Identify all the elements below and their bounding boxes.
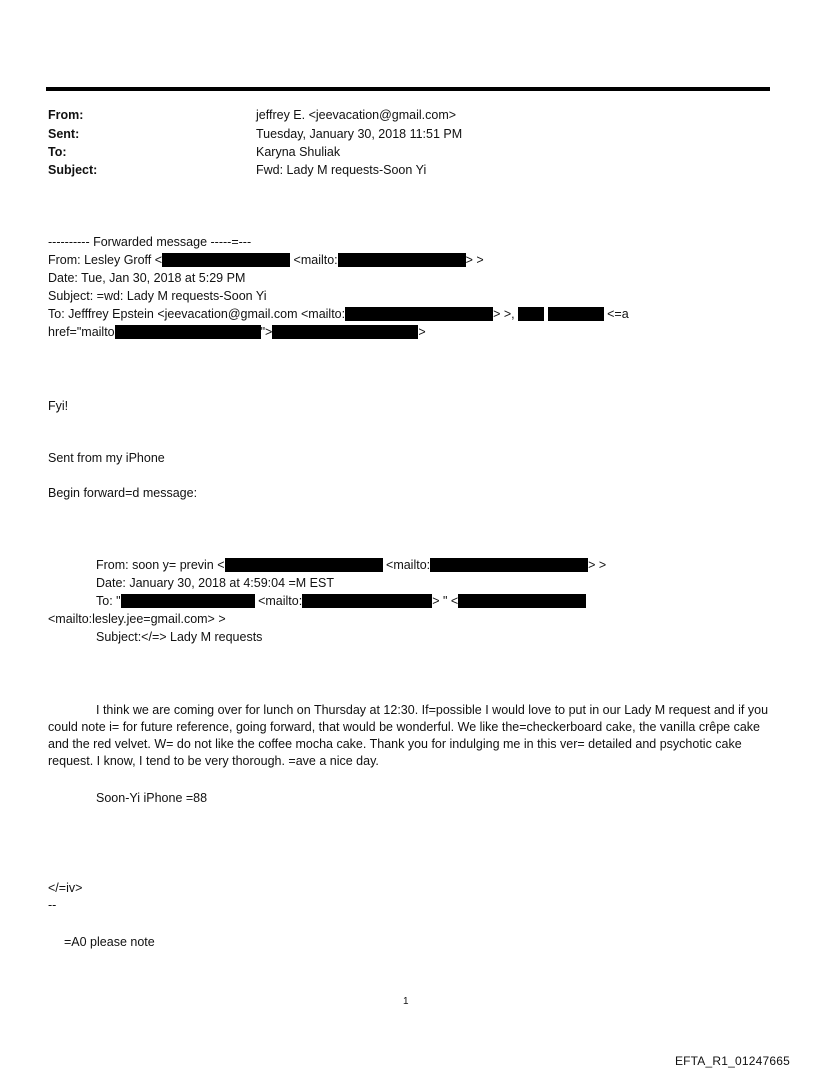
sent-label: Sent: — [48, 127, 80, 141]
forwarded-date: Date: Tue, Jan 30, 2018 at 5:29 PM — [48, 271, 246, 285]
header-rule — [46, 87, 770, 91]
redaction-box — [115, 325, 261, 339]
forwarded-from-text: From: Lesley Groff < — [48, 253, 163, 267]
forwarded-from-close: > > — [465, 253, 484, 267]
sent-from-text: Sent from my iPhone — [48, 451, 165, 465]
inner-subject: Subject:</=> Lady M requests — [96, 630, 263, 644]
from-label: From: — [48, 108, 84, 122]
redaction-box — [518, 307, 544, 321]
inner-from-close: > > — [588, 558, 607, 572]
forwarded-href-close: > — [418, 325, 426, 339]
redaction-box — [458, 594, 586, 608]
redaction-box — [338, 253, 466, 267]
fyi-text: Fyi! — [48, 399, 69, 413]
forwarded-subject: Subject: =wd: Lady M requests-Soon Yi — [48, 289, 267, 303]
forwarded-href-line — [48, 325, 426, 340]
redaction-box — [272, 325, 418, 339]
begin-forward-text: Begin forward=d message: — [48, 486, 198, 500]
redaction-box — [345, 307, 493, 321]
inner-to-line — [96, 594, 586, 609]
forwarded-divider: ---------- Forwarded message -----=--- — [48, 235, 252, 249]
inner-from-line — [96, 558, 606, 573]
inner-date: Date: January 30, 2018 at 4:59:04 =M EST — [96, 576, 334, 590]
signature-text: Soon-Yi iPhone =88 — [96, 791, 208, 805]
subject-label: Subject: — [48, 163, 98, 177]
redaction-box — [121, 594, 255, 608]
inner-to-close: > " < — [432, 594, 459, 608]
forwarded-from-line — [48, 253, 484, 268]
signature-dashes: -- — [48, 898, 57, 912]
please-note-text: =A0 please note — [64, 935, 155, 949]
to-label: To: — [48, 145, 67, 159]
inner-to-text: To: " — [96, 594, 121, 608]
redaction-box — [302, 594, 432, 608]
forwarded-href-mid: "> — [260, 325, 273, 339]
forwarded-href-text: href="mailto — [48, 325, 115, 339]
forwarded-to-text: To: Jefffrey Epstein <jeevacation@gmail.com <mailto: — [48, 307, 346, 321]
forwarded-to-href-open: <=a — [607, 307, 629, 321]
subject-value: Fwd: Lady M requests-Soon Yi — [256, 163, 427, 177]
div-close-tag: </=iv> — [48, 881, 83, 895]
inner-mailto-lesley: <mailto:lesley.jee=gmail.com> > — [48, 612, 226, 626]
message-paragraph: I think we are coming over for lunch on Thursday at 12:30. If=possible I would love to put in our Lady M request and if you could note i= for future reference, going forward, that would be wonderful. We like the=checkerboard cake, the vanilla crêpe cake and the red velvet. W= do not like the coffee mocha cake. Thank you for indulging me in this ver= detailed and psychotic cake request. I know, I tend to be very thorough. =ave a nice day. — [48, 703, 769, 768]
inner-to-mailto: <mailto: — [258, 594, 303, 608]
to-value: Karyna Shuliak — [256, 145, 341, 159]
page-number: 1 — [403, 996, 409, 1007]
from-value: jeffrey E. <jeevacation@gmail.com> — [256, 108, 457, 122]
forwarded-from-mailto: <mailto: — [293, 253, 338, 267]
redaction-box — [548, 307, 604, 321]
inner-from-text: From: soon y= previn < — [96, 558, 225, 572]
redaction-box — [162, 253, 290, 267]
bates-number: EFTA_R1_01247665 — [674, 1054, 790, 1068]
sent-value: Tuesday, January 30, 2018 11:51 PM — [256, 127, 463, 141]
redaction-box — [430, 558, 588, 572]
forwarded-to-close: > >, — [493, 307, 515, 321]
forwarded-to-line — [48, 307, 629, 322]
inner-from-mailto: <mailto: — [386, 558, 431, 572]
redaction-box — [225, 558, 383, 572]
